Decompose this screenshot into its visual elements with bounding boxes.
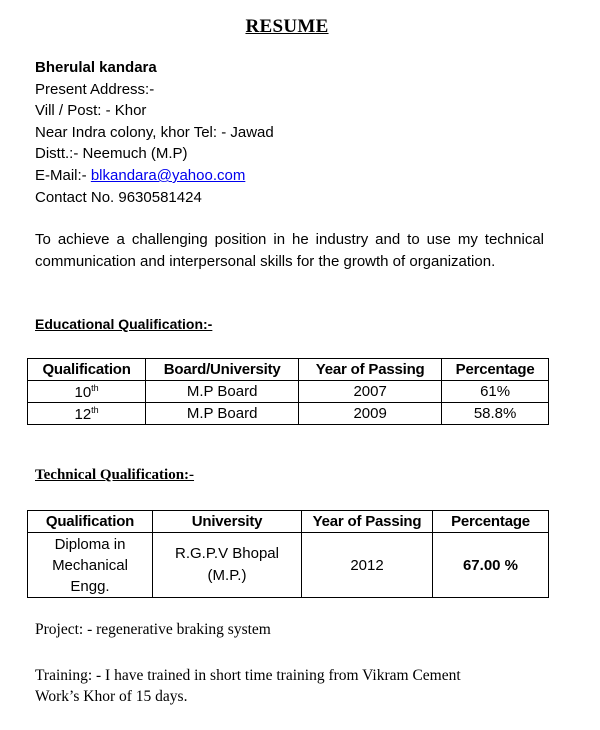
percentage-cell: 58.8% <box>442 403 549 425</box>
contact-number: Contact No. 9630581424 <box>35 188 202 206</box>
table-row <box>28 403 549 425</box>
header-qualification: Qualification <box>28 359 146 381</box>
board-cell: M.P Board <box>146 403 299 425</box>
table-row <box>28 533 549 598</box>
qualification-cell: 10th <box>28 381 146 403</box>
table-header-row <box>28 511 549 533</box>
header-qualification: Qualification <box>28 511 153 533</box>
header-percentage: Percentage <box>442 359 549 381</box>
header-percentage: Percentage <box>433 511 549 533</box>
year-cell: 2012 <box>302 533 433 598</box>
table-header-row <box>28 359 549 381</box>
percentage-cell: 61% <box>442 381 549 403</box>
header-university: University <box>153 511 302 533</box>
qualification-cell: Diploma in Mechanical Engg. <box>28 533 153 598</box>
year-cell: 2007 <box>299 381 442 403</box>
email-row <box>35 165 274 187</box>
education-heading: Educational Qualification:- <box>35 316 213 332</box>
career-objective: To achieve a challenging position in he industry and to use my technical communication and interpersonal skills for the growth of organization. <box>35 231 544 270</box>
address-label: Present Address:- <box>35 80 155 98</box>
technical-heading: Technical Qualification:- <box>35 467 195 483</box>
project-line: Project: - regenerative braking system <box>35 621 271 638</box>
resume-title: RESUME <box>245 16 329 37</box>
training-line-2: Work’s Khor of 15 days. <box>35 688 188 705</box>
table-row <box>28 381 549 403</box>
header-year: Year of Passing <box>302 511 433 533</box>
candidate-name: Bherulal kandara <box>35 59 157 76</box>
address-line-1: Vill / Post: - Khor <box>35 102 147 120</box>
percentage-cell: 67.00 % <box>433 533 549 598</box>
email-label: E-Mail:- <box>35 166 87 184</box>
address-line-2: Near Indra colony, khor Tel: - Jawad <box>35 123 274 141</box>
university-cell: R.G.P.V Bhopal (M.P.) <box>153 533 302 598</box>
header-board: Board/University <box>146 359 299 381</box>
year-cell: 2009 <box>299 403 442 425</box>
technical-table <box>27 510 549 598</box>
header-year: Year of Passing <box>299 359 442 381</box>
qualification-cell: 12th <box>28 403 146 425</box>
board-cell: M.P Board <box>146 381 299 403</box>
contact-block <box>35 57 274 208</box>
education-table <box>27 358 549 425</box>
training-line-1: Training: - I have trained in short time training from Vikram Cement <box>35 667 461 684</box>
address-line-3: Distt.:- Neemuch (M.P) <box>35 145 188 163</box>
email-link[interactable]: blkandara@yahoo.com <box>90 166 246 184</box>
training-block <box>35 665 555 707</box>
